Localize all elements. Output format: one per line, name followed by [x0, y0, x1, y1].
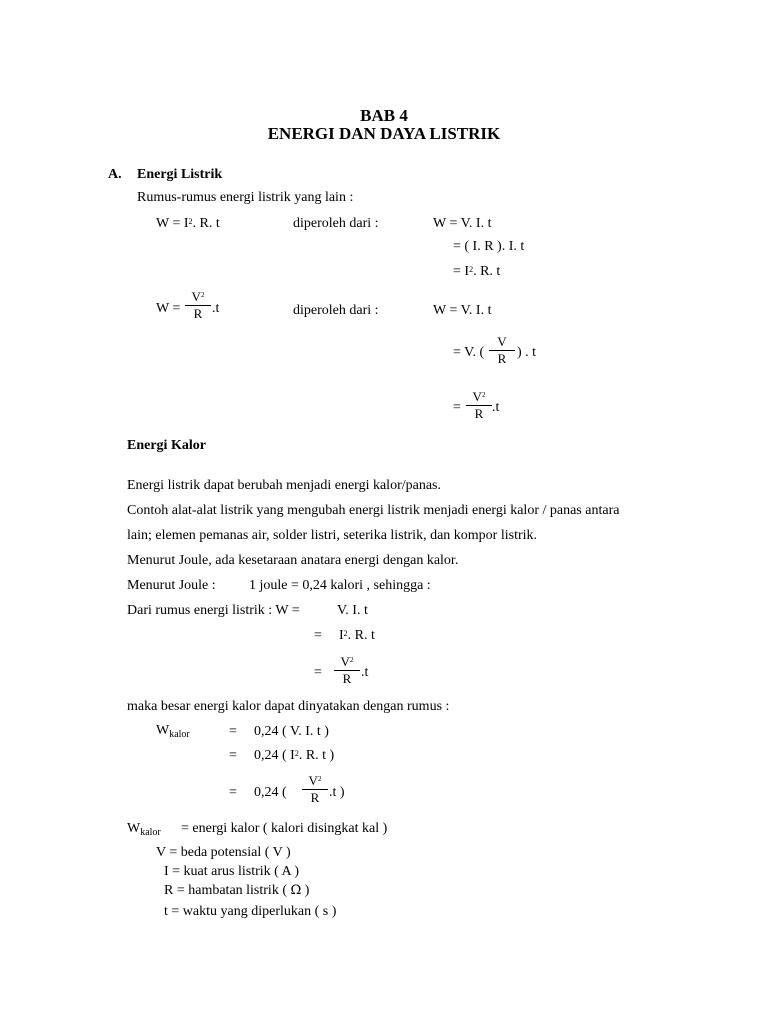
chapter-number: BAB 4	[360, 106, 408, 125]
paragraph: Contoh alat-alat listrik yang mengubah energi listrik menjadi energi kalor / panas antara	[127, 503, 620, 518]
legend-v: V = beda potensial ( V )	[156, 845, 291, 860]
derivation-step: W = V. I. t	[433, 303, 492, 318]
paragraph: Energi listrik dapat berubah menjadi energi kalor/panas.	[127, 478, 441, 493]
subsection-heading: Energi Kalor	[127, 438, 206, 453]
kalor-formula-prefix: 0,24 (	[254, 785, 287, 800]
kalor-formula-tail: .t )	[329, 785, 345, 800]
fraction-v2-over-r: $\frac{V^2}{R}$	[334, 655, 360, 686]
joule-label: Menurut Joule :	[127, 578, 216, 593]
rumus-step: V. I. t	[337, 603, 368, 618]
fraction-v2-over-r: $\frac{V^2}{R}$	[302, 774, 328, 805]
derived-from-label: diperoleh dari :	[293, 216, 379, 231]
section-heading: Energi Listrik	[137, 167, 223, 182]
derived-from-label: diperoleh dari :	[293, 303, 379, 318]
paragraph: Menurut Joule, ada kesetaraan anatara energi dengan kalor.	[127, 553, 459, 568]
section-intro: Rumus-rumus energi listrik yang lain :	[137, 190, 354, 205]
derivation-step-tail: ) . t	[517, 345, 537, 360]
formula-energy-i2rt: $W = I^2$. R. t	[156, 216, 220, 231]
paragraph: maka besar energi kalor dapat dinyatakan dengan rumus :	[127, 699, 450, 714]
equals-sign: =	[229, 785, 237, 800]
derivation-step-tail: .t	[492, 400, 500, 415]
kalor-formula: 0,24 ( $I^2$. R. t )	[254, 748, 335, 763]
derivation-step: W = V. I. t	[433, 216, 492, 231]
legend-w-symbol: $W_{kalor}$	[127, 821, 161, 838]
legend-w-desc: = energi kalor ( kalori disingkat kal )	[181, 821, 388, 836]
w-kalor-symbol: $W_{kalor}$	[156, 723, 190, 740]
derivation-step-prefix: =	[453, 400, 461, 415]
legend-t: t = waktu yang diperlukan ( s )	[164, 904, 337, 919]
omega-symbol: Ω	[290, 883, 302, 898]
rumus-tail: .t	[361, 665, 369, 680]
paragraph: lain; elemen pemanas air, solder listri, seterika listrik, dan kompor listrik.	[127, 528, 538, 543]
legend-r: R = hambatan listrik ( Ω )	[164, 883, 310, 898]
equals-sign: =	[229, 748, 237, 763]
equals-sign: =	[229, 724, 237, 739]
equals-sign: =	[314, 628, 322, 643]
formula-tail: .t	[212, 301, 220, 316]
joule-equivalence: 1 joule = 0,24 kalori , sehingga :	[249, 578, 431, 593]
derivation-step-prefix: = V. (	[453, 345, 485, 360]
fraction-v-over-r: $\frac{V}{R}$	[489, 335, 515, 366]
equals-sign: =	[314, 665, 322, 680]
legend-i: I = kuat arus listrik ( A )	[164, 864, 300, 879]
kalor-formula: 0,24 ( V. I. t )	[254, 724, 329, 739]
fraction-v2-over-r: $\frac{V^2}{R}$	[466, 390, 492, 421]
chapter-title: ENERGI DAN DAYA LISTRIK	[267, 124, 501, 143]
derivation-step: = $I^2$. R. t	[453, 264, 501, 279]
formula-energy-v2r-prefix: W =	[156, 301, 181, 316]
fraction-v2-over-r: $\frac{V^2}{R}$	[185, 290, 211, 321]
rumus-step: $I^2$. R. t	[339, 628, 375, 643]
derivation-step: = ( I. R ). I. t	[453, 239, 525, 254]
rumus-label: Dari rumus energi listrik : W =	[127, 603, 300, 618]
section-marker: A.	[108, 167, 122, 182]
